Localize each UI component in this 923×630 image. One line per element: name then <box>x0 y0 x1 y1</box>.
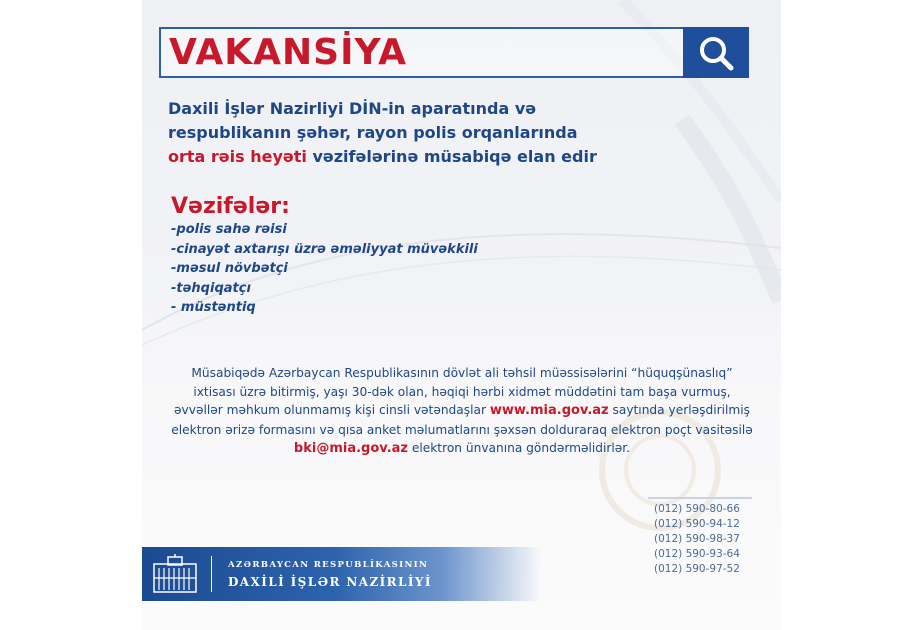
ministry-footer <box>142 547 542 601</box>
intro-line-2: respublikanın şəhər, rayon polis orqanlarında <box>168 123 578 142</box>
search-bar <box>159 27 749 78</box>
phone-number: (012) 590-94-12 <box>654 518 740 530</box>
email-link[interactable]: bki@mia.gov.az <box>293 441 408 457</box>
details-line-4: elektron ərizə formasını və qısa anket məlumatlarını şəxsən dolduraraq elektron poçt vasitəsilə <box>171 422 753 437</box>
announcement-intro <box>168 97 688 169</box>
list-item: -məsul növbətçi <box>171 261 288 276</box>
list-item: -təhqiqatçı <box>171 280 251 296</box>
website-link[interactable]: www.mia.gov.az <box>489 403 609 419</box>
page-title: VAKANSİYA <box>169 32 407 73</box>
ministry-building-icon <box>152 554 198 594</box>
positions-title: Vəzifələr: <box>171 194 290 219</box>
footer-ministry: DAXİLİ İŞLƏR NAZİRLİYİ <box>228 575 432 589</box>
vacancy-poster <box>142 0 781 630</box>
phone-number: (012) 590-93-64 <box>654 548 740 560</box>
positions-list <box>171 220 478 318</box>
intro-highlight: orta rəis heyəti <box>168 147 307 166</box>
phone-list <box>648 497 752 577</box>
magnifier-icon <box>683 27 749 78</box>
phone-number: (012) 590-97-52 <box>654 563 740 575</box>
footer-republic: AZƏRBAYCAN RESPUBLİKASININ <box>228 560 429 570</box>
details-line-1: Müsabiqədə Azərbaycan Respublikasının dövlət ali təhsil müəssisələrini “hüquqşünaslıq” <box>191 366 733 380</box>
details-line-2: ixtisası üzrə bitirmiş, yaşı 30-dək olan, həqiqi hərbi xidmət müddətini tam başa vurmuş, <box>193 384 731 399</box>
list-item: -cinayət axtarışı üzrə əməliyyat müvəkkili <box>171 241 478 257</box>
search-button <box>683 27 749 78</box>
footer-divider <box>211 556 212 592</box>
details-line-3 <box>160 401 764 421</box>
details-line-5 <box>160 439 764 459</box>
intro-line-3-rest: vəzifələrinə müsabiqə elan edir <box>306 147 597 166</box>
intro-line-3 <box>168 145 688 169</box>
intro-line-1: Daxili İşlər Nazirliyi DİN-in aparatında və <box>168 99 537 118</box>
list-item: - müstəntiq <box>171 300 256 315</box>
details-line-5-post: elektron ünvanına göndərməlidirlər. <box>407 441 631 456</box>
phone-number: (012) 590-98-37 <box>654 533 740 545</box>
details-line-3-post: saytında yerləşdirilmiş <box>608 403 750 418</box>
details-line-3-pre: əvvəllər məhkum olunmamış kişi cinsli vətəndaşlar <box>174 403 490 418</box>
requirements-text <box>160 364 764 459</box>
list-item: -polis sahə rəisi <box>171 222 287 237</box>
phone-number: (012) 590-80-66 <box>654 503 740 515</box>
